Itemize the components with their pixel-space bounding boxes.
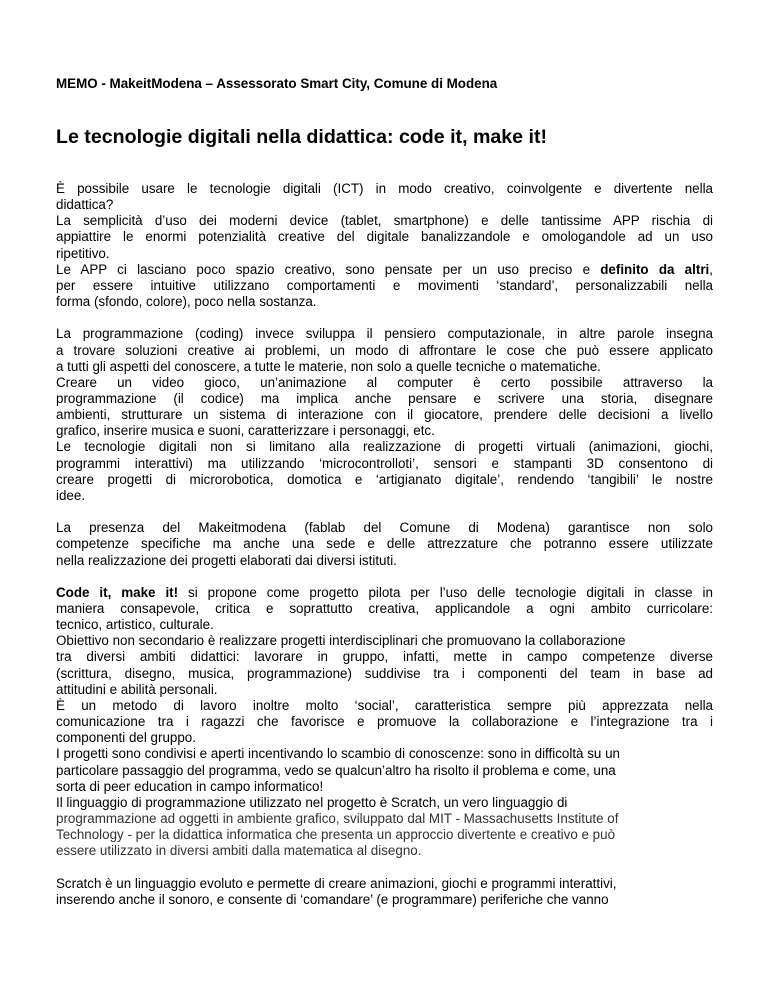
text-line: Scratch è un linguaggio evoluto e permette di creare animazioni, giochi e programmi interattivi,	[56, 875, 617, 891]
text-run: Le APP ci lasciano poco spazio creativo, sono pensate per un uso preciso e	[56, 261, 601, 277]
text-line: attitudini e abilità personali.	[56, 681, 218, 697]
bold-text: Code it, make it!	[56, 584, 179, 600]
text-line: (scrittura, disegno, musica, programmazione) suddivise tra i componenti del team in base ad	[56, 665, 713, 681]
text-line: creare progetti di microrobotica, domotica e ‘artigianato digitale’, rendendo ‘tangibili’ le nostre	[56, 471, 713, 487]
text-line: appiattire le enormi potenzialità creative del digitale banalizzandole e omologandole ad un uso	[56, 229, 713, 245]
text-run: si propone come progetto pilota per l’uso delle tecnologie digitali in classe in	[178, 584, 713, 600]
document-title: Le tecnologie digitali nella didattica: code it, make it!	[56, 126, 548, 148]
text-line: idee.	[56, 487, 86, 503]
text-line: tecnico, artistico, culturale.	[56, 617, 214, 633]
text-line: È un metodo di lavoro inoltre molto ‘social’, caratteristica sempre più apprezzata nella	[56, 697, 713, 713]
text-line: componenti del gruppo.	[56, 730, 196, 746]
text-line: La semplicità d’uso dei moderni device (tablet, smartphone) e delle tantissime APP rischia di	[56, 213, 713, 229]
paragraph-code-it-make-it	[56, 585, 713, 860]
text-line: La programmazione (coding) invece sviluppa il pensiero computazionale, in altre parole insegna	[56, 326, 713, 342]
text-line: per essere intuitive utilizzano comportamenti e movimenti ‘standard’, personalizzabili nella	[56, 277, 713, 293]
text-line: La presenza del Makeitmodena (fablab del Comune di Modena) garantisce non solo	[56, 520, 713, 536]
text-line: particolare passaggio del programma, vedo se qualcun’altro ha risolto il problema e come, una	[56, 762, 616, 778]
text-line: programmazione ad oggetti in ambiente grafico, sviluppato dal MIT - Massachusetts Institute of	[56, 811, 619, 827]
text-run: ,	[709, 261, 713, 277]
text-line: nella realizzazione dei progetti elaborati dai diversi istituti.	[56, 552, 397, 568]
text-line	[56, 585, 713, 601]
text-line: didattica?	[56, 197, 114, 213]
text-line: Creare un video gioco, un’animazione al computer è certo possibile attraverso la	[56, 374, 713, 390]
text-line: sorta di peer education in campo informatico!	[56, 778, 324, 794]
text-line: tra diversi ambiti didattici: lavorare in gruppo, infatti, mette in campo competenze diverse	[56, 649, 713, 665]
paragraph-makeitmodena	[56, 520, 713, 568]
text-line: forma (sfondo, colore), poco nella sostanza.	[56, 294, 317, 310]
text-line: grafico, inserire musica e suoni, caratterizzare i personaggi, etc.	[56, 423, 435, 439]
text-line: È possibile usare le tecnologie digitali (ICT) in modo creativo, coinvolgente e divertente nella	[56, 181, 713, 196]
text-line	[56, 262, 713, 278]
text-line: I progetti sono condivisi e aperti incentivando lo scambio di conoscenze: sono in difficoltà su un	[56, 746, 620, 762]
text-line: Obiettivo non secondario è realizzare progetti interdisciplinari che promuovano la collaborazione	[56, 633, 626, 649]
text-line: programmazione (il codice) ma implica anche pensare e scrivere una storia, disegnare	[56, 391, 713, 407]
text-line: Il linguaggio di programmazione utilizzato nel progetto è Scratch, un vero linguaggio di	[56, 794, 568, 810]
text-line: Le tecnologie digitali non si limitano alla realizzazione di progetti virtuali (animazioni, giochi,	[56, 439, 713, 455]
text-line: essere utilizzato in diversi ambiti dalla matematica al disegno.	[56, 843, 422, 859]
bold-text: definito da altri	[600, 261, 710, 277]
paragraph-coding	[56, 326, 713, 504]
text-line: ripetitivo.	[56, 245, 110, 261]
text-line: maniera consapevole, critica e soprattutto creativa, applicandole a ogni ambito curricolare:	[56, 601, 713, 617]
text-line: inserendo anche il sonoro, e consente di ‘comandare’ (e programmare) periferiche che vanno	[56, 891, 609, 907]
memo-header: MEMO - MakeitModena – Assessorato Smart City, Comune di Modena	[56, 76, 498, 91]
document-body	[56, 181, 713, 924]
text-line: a trovare soluzioni creative ai problemi, un modo di affrontare le cose che può essere applicato	[56, 342, 713, 358]
text-line: programmi interattivi) ma utilizzando ‘microcontrolloti’, sensori e stampanti 3D consentono di	[56, 455, 713, 471]
paragraph-intro	[56, 181, 713, 310]
text-line: comunicazione tra i ragazzi che favorisce e promuove la collaborazione e l’integrazione tra i	[56, 714, 713, 730]
text-line: a tutti gli aspetti del conoscere, a tutte le materie, non solo a quelle tecniche o matematiche.	[56, 358, 601, 374]
text-line: competenze specifiche ma anche una sede e delle attrezzature che potranno essere utilizzate	[56, 536, 713, 552]
text-line: ambienti, strutturare un sistema di interazione con il giocatore, prendere delle decisioni a livello	[56, 407, 713, 423]
text-line: Technology - per la didattica informatica che presenta un approccio divertente e creativo e può	[56, 827, 616, 843]
paragraph-scratch	[56, 876, 713, 908]
